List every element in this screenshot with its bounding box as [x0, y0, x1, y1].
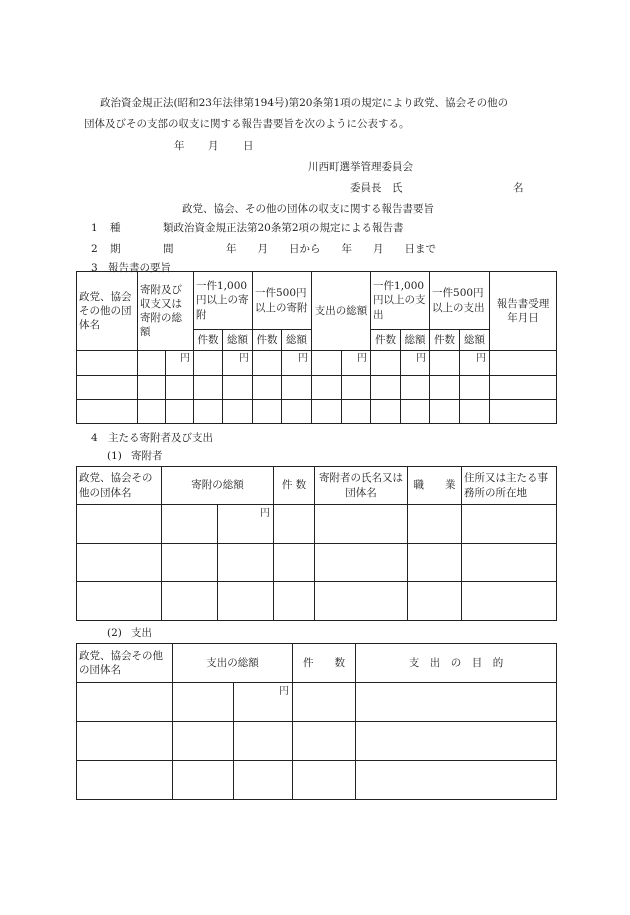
t1-cell[interactable] — [138, 376, 166, 400]
yen-unit: 円 — [279, 686, 289, 697]
t2-cell[interactable] — [408, 582, 462, 621]
document-title: 政党、協会、その他の団体の収支に関する報告書要旨 — [182, 203, 434, 215]
t1-cell[interactable] — [490, 376, 557, 400]
t1-cell[interactable] — [371, 351, 401, 376]
table-row — [77, 400, 557, 424]
t1-cell[interactable] — [342, 376, 371, 400]
t1-header-expense-1000: 一件1,000円以上の支出 — [371, 272, 430, 330]
t2-header-count: 件 数 — [274, 467, 315, 505]
t1-cell[interactable] — [166, 376, 194, 400]
t1-cell[interactable] — [138, 400, 166, 424]
intro-line-1: 政治資金規正法(昭和23年法律第194号)第20条第1項の規定により政党、協会その他の — [100, 97, 509, 109]
t1-header-expense-total: 支出の総額 — [312, 272, 371, 351]
t3-cell[interactable] — [293, 683, 356, 722]
yen-unit: 円 — [260, 508, 270, 519]
t3-cell[interactable] — [173, 683, 234, 722]
t1-cell[interactable] — [430, 400, 460, 424]
t3-cell[interactable] — [234, 683, 293, 722]
t1-cell[interactable] — [342, 400, 371, 424]
t1-cell[interactable] — [371, 376, 401, 400]
t2-header-address: 住所又は主たる事務所の所在地 — [462, 467, 557, 505]
t3-cell[interactable] — [234, 722, 293, 761]
t2-header-job: 職 業 — [408, 467, 462, 505]
t2-cell[interactable] — [77, 505, 162, 544]
t1-cell[interactable] — [138, 351, 166, 376]
t1-count-header: 件数 — [430, 330, 460, 351]
t3-cell[interactable] — [293, 722, 356, 761]
t1-header-donation-1000: 一件1,000円以上の寄附 — [194, 272, 253, 330]
t1-cell[interactable] — [282, 351, 312, 376]
t2-cell[interactable] — [162, 544, 218, 582]
t1-cell[interactable] — [77, 376, 138, 400]
intro-line-2: 団体及びその支部の収支に関する報告書要旨を次のように公表する。 — [84, 118, 410, 130]
t2-header-donor: 寄附者の氏名又は団体名 — [315, 467, 408, 505]
t2-cell[interactable] — [408, 544, 462, 582]
t1-cell[interactable] — [401, 400, 430, 424]
t1-cell[interactable] — [312, 351, 342, 376]
t2-cell[interactable] — [274, 582, 315, 621]
t3-cell[interactable] — [173, 761, 234, 800]
chair-name-label: 名 — [513, 182, 524, 194]
t1-cell[interactable] — [166, 400, 194, 424]
t1-cell[interactable] — [401, 376, 430, 400]
t1-cell[interactable] — [223, 400, 253, 424]
t3-cell[interactable] — [77, 761, 173, 800]
item-2-number: 2 — [91, 243, 98, 255]
expenses-table — [76, 643, 557, 800]
t3-header-count: 件 数 — [293, 644, 356, 683]
t1-cell[interactable] — [166, 351, 194, 376]
t2-cell[interactable] — [77, 544, 162, 582]
t2-cell[interactable] — [162, 505, 218, 544]
t3-cell[interactable] — [356, 761, 557, 800]
t1-cell[interactable] — [194, 376, 223, 400]
t2-cell[interactable] — [408, 505, 462, 544]
table-row — [77, 761, 557, 800]
t1-count-header: 件数 — [253, 330, 282, 351]
t2-header-org: 政党、協会その他の団体名 — [77, 467, 162, 505]
t3-cell[interactable] — [77, 722, 173, 761]
t1-cell[interactable] — [223, 351, 253, 376]
t3-cell[interactable] — [234, 761, 293, 800]
t1-count-header: 件数 — [371, 330, 401, 351]
t1-cell[interactable] — [282, 400, 312, 424]
table-row — [77, 722, 557, 761]
yen-unit: 円 — [180, 353, 190, 364]
t1-total-header: 総額 — [223, 330, 253, 351]
table-row — [77, 683, 557, 722]
date-month: 月 — [208, 140, 219, 152]
chair-label: 委員長 氏 — [350, 182, 403, 194]
t1-cell[interactable] — [460, 400, 490, 424]
donors-table — [76, 466, 557, 621]
t1-cell[interactable] — [430, 376, 460, 400]
yen-unit: 円 — [298, 353, 309, 364]
t2-cell[interactable] — [274, 505, 315, 544]
sub-1-label: 寄附者 — [131, 450, 163, 462]
t3-header-purpose: 支 出 の 目 的 — [356, 644, 557, 683]
t1-header-donation-500: 一件500円以上の寄附 — [253, 272, 312, 330]
t1-cell[interactable] — [401, 351, 430, 376]
t1-cell[interactable] — [253, 351, 282, 376]
table-row — [77, 505, 557, 544]
item-2-label-2: 間 — [163, 243, 174, 255]
t1-cell[interactable] — [194, 351, 223, 376]
item-2-label: 期 — [110, 243, 121, 255]
committee-name: 川西町選挙管理委員会 — [308, 161, 413, 173]
t1-cell[interactable] — [490, 351, 557, 376]
t1-cell[interactable] — [490, 400, 557, 424]
t1-cell[interactable] — [253, 400, 282, 424]
sub-2-number: (2) — [107, 627, 122, 639]
table-row — [77, 351, 557, 376]
t1-total-header: 総額 — [401, 330, 430, 351]
t1-header-org: 政党、協会その他の団体名 — [77, 272, 138, 351]
date-day: 日 — [243, 140, 254, 152]
t1-cell[interactable] — [77, 351, 138, 376]
t2-cell[interactable] — [315, 505, 408, 544]
t1-cell[interactable] — [253, 376, 282, 400]
item-1-number: 1 — [91, 222, 98, 234]
t3-cell[interactable] — [356, 722, 557, 761]
t2-cell[interactable] — [462, 544, 557, 582]
t3-cell[interactable] — [77, 683, 173, 722]
t2-cell[interactable] — [315, 582, 408, 621]
table-row — [77, 582, 557, 621]
t1-cell[interactable] — [282, 376, 312, 400]
t3-header-total: 支出の総額 — [173, 644, 293, 683]
t1-cell[interactable] — [312, 400, 342, 424]
t2-cell[interactable] — [162, 582, 218, 621]
yen-unit: 円 — [416, 353, 427, 364]
yen-unit: 円 — [239, 353, 249, 364]
table-row — [77, 544, 557, 582]
t2-header-total: 寄附の総額 — [162, 467, 274, 505]
t1-cell[interactable] — [194, 400, 223, 424]
t3-cell[interactable] — [293, 761, 356, 800]
t3-header-org: 政党、協会その他の団体名 — [77, 644, 173, 683]
t2-cell[interactable] — [274, 544, 315, 582]
item-4-label: 主たる寄附者及び支出 — [108, 432, 213, 444]
report-summary-table — [76, 271, 557, 424]
t1-header-expense-500: 一件500円以上の支出 — [430, 272, 490, 330]
t2-cell[interactable] — [218, 544, 274, 582]
t1-total-header: 総額 — [282, 330, 312, 351]
yen-unit: 円 — [357, 353, 368, 364]
t2-cell[interactable] — [218, 505, 274, 544]
date-year: 年 — [174, 140, 185, 152]
t1-cell[interactable] — [342, 351, 371, 376]
t1-cell[interactable] — [312, 376, 342, 400]
t2-cell[interactable] — [77, 582, 162, 621]
sub-1-number: (1) — [107, 450, 122, 462]
t1-cell[interactable] — [460, 376, 490, 400]
item-1-text: 類政治資金規正法第20条第2項の規定による報告書 — [163, 222, 404, 234]
t1-total-header: 総額 — [460, 330, 490, 351]
item-3-number: 3 — [91, 262, 98, 274]
t1-cell[interactable] — [77, 400, 138, 424]
item-4-number: 4 — [91, 432, 98, 444]
t2-cell[interactable] — [462, 505, 557, 544]
t3-cell[interactable] — [173, 722, 234, 761]
t2-cell[interactable] — [315, 544, 408, 582]
t1-cell[interactable] — [460, 351, 490, 376]
t1-header-donation-total: 寄附及び収支又は寄附の総額 — [138, 272, 194, 351]
table-row — [77, 376, 557, 400]
t1-cell[interactable] — [223, 376, 253, 400]
item-1-label: 種 — [110, 222, 121, 234]
t1-cell[interactable] — [371, 400, 401, 424]
t1-count-header: 件数 — [194, 330, 223, 351]
sub-2-label: 支出 — [131, 627, 152, 639]
t2-cell[interactable] — [462, 582, 557, 621]
item-2-period: 年 月 日から 年 月 日まで — [226, 243, 436, 255]
t1-header-receipt-date: 報告書受理年月日 — [490, 272, 557, 351]
yen-unit: 円 — [476, 353, 487, 364]
t2-cell[interactable] — [218, 582, 274, 621]
item-3-label: 報告書の要旨 — [108, 262, 171, 274]
t1-cell[interactable] — [430, 351, 460, 376]
t3-cell[interactable] — [356, 683, 557, 722]
